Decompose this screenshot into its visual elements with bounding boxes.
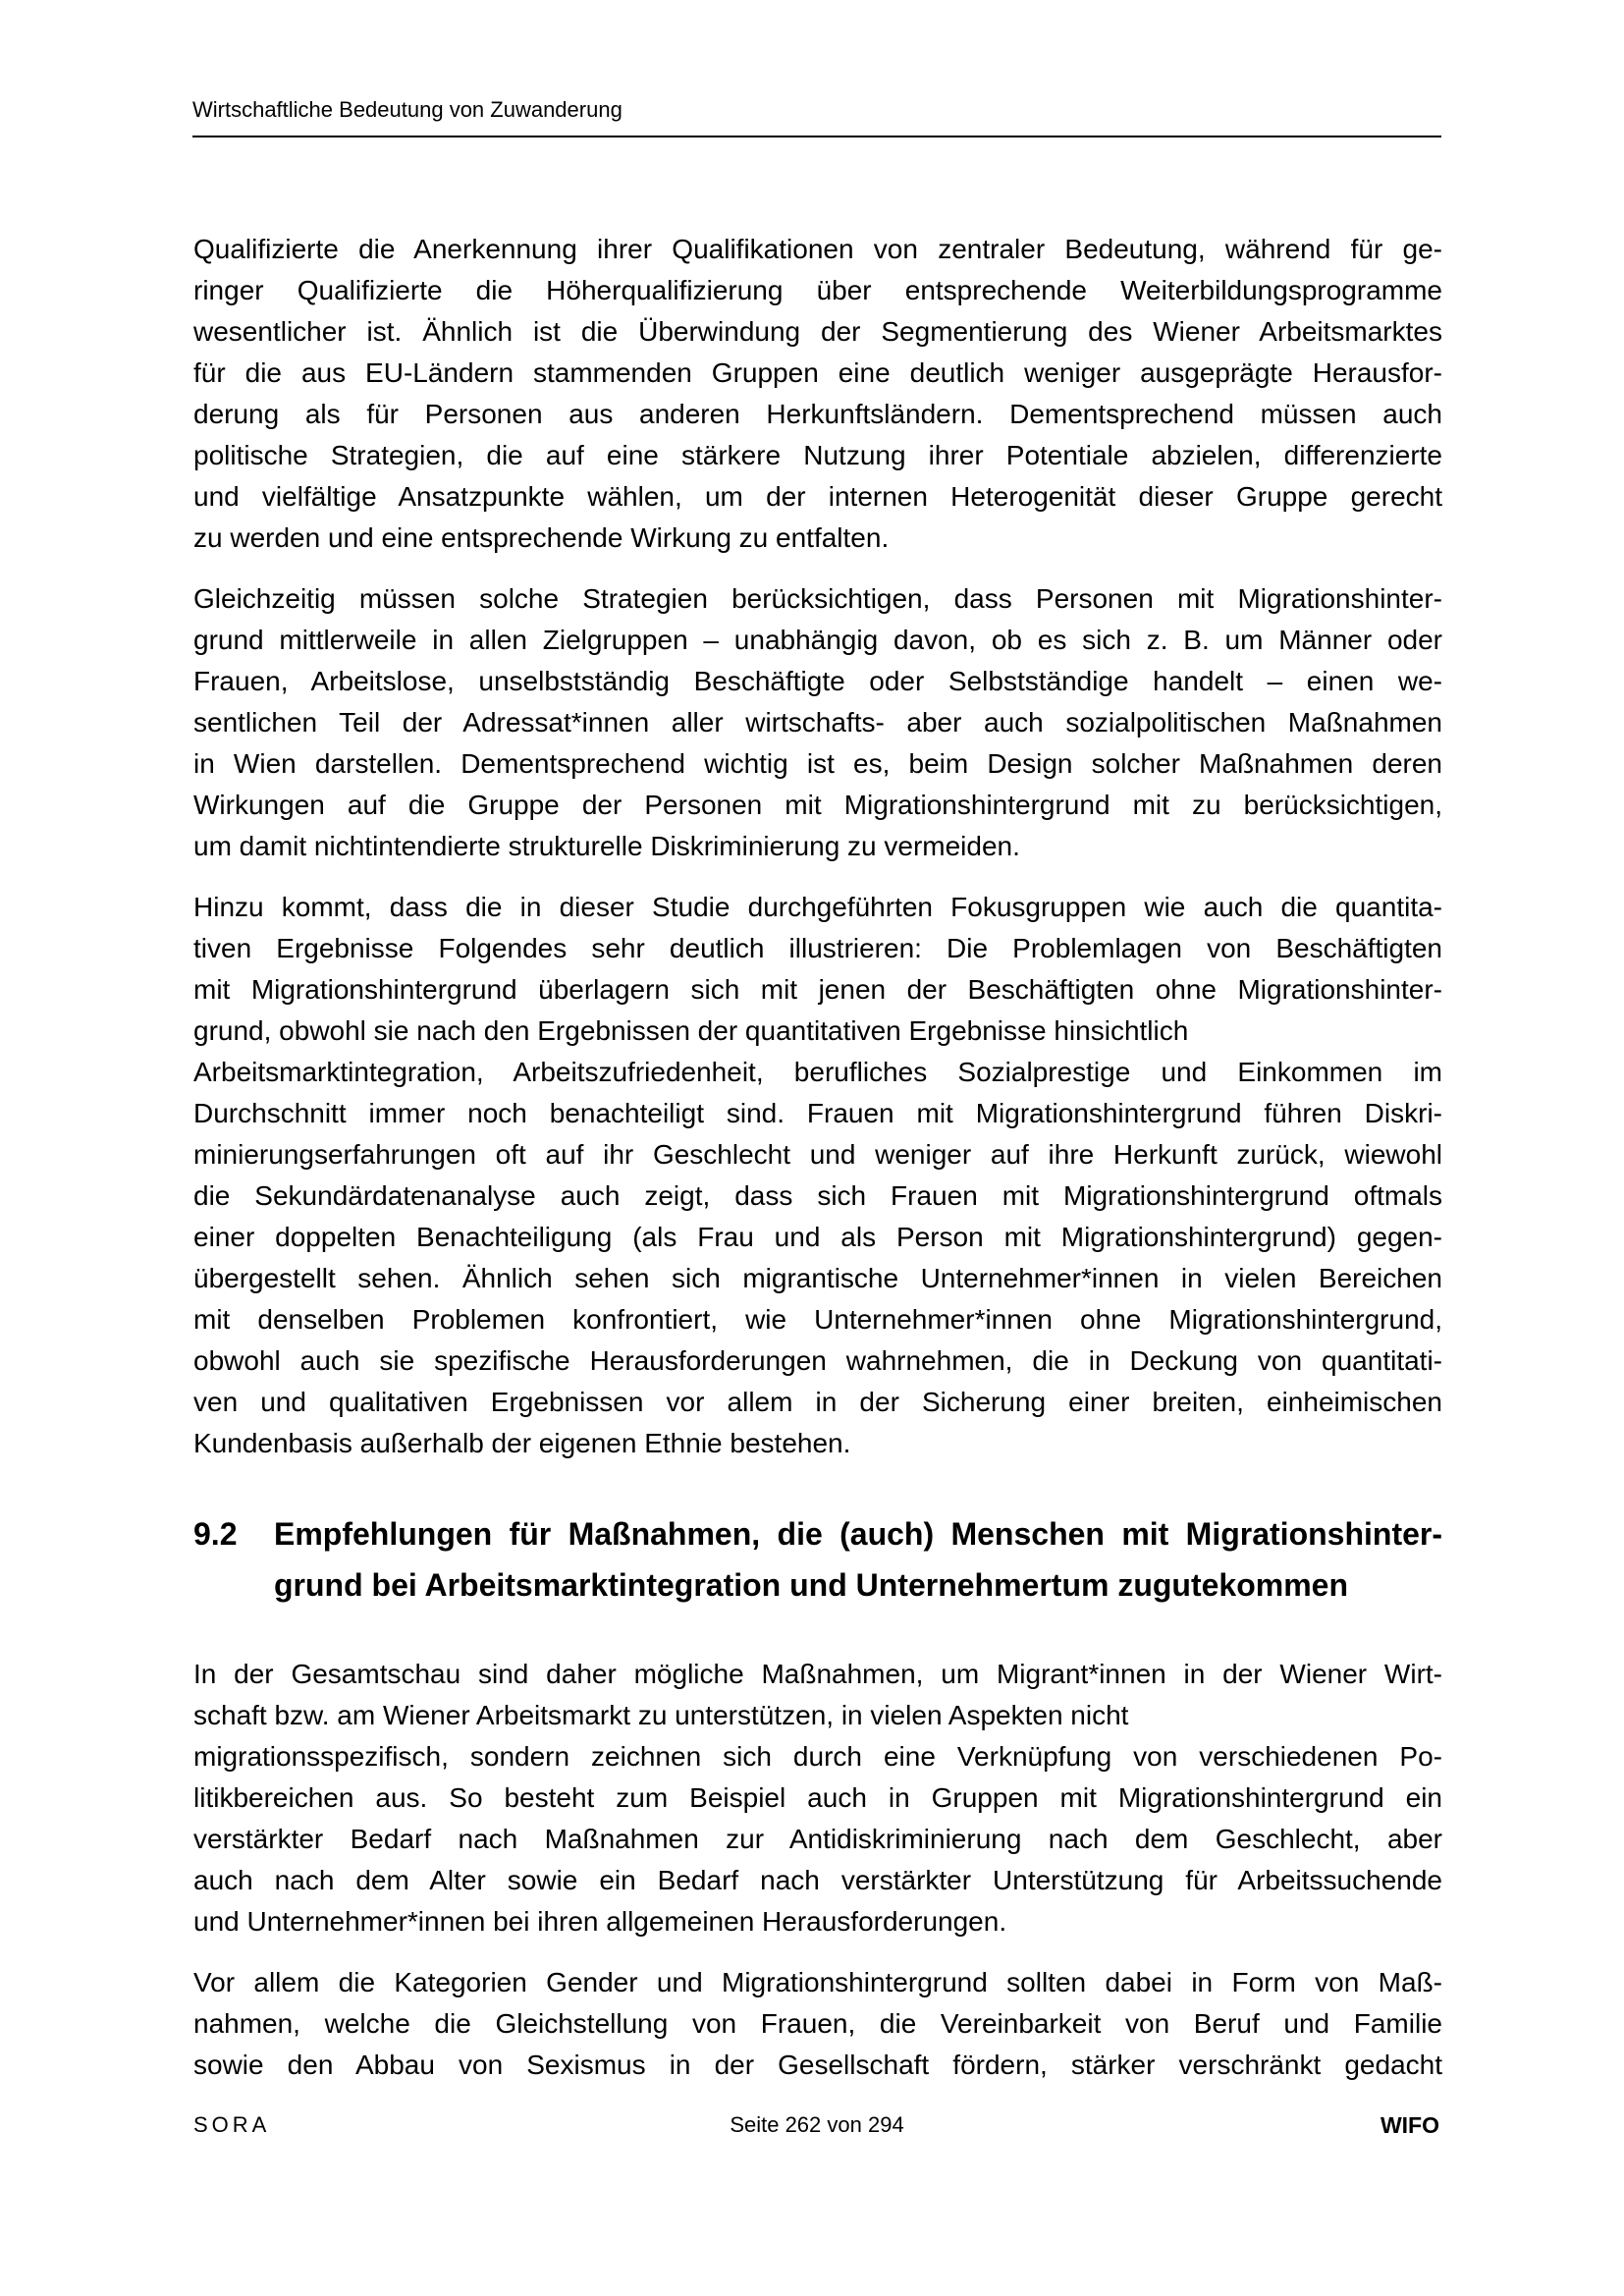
- text-line: tiven Ergebnisse Folgendes sehr deutlich illustrieren: Die Problemlagen von Beschäftigten: [193, 933, 1442, 963]
- text-line: derung als für Personen aus anderen Herkunftsländern. Dementsprechend müssen auch: [193, 399, 1442, 429]
- text-line: mit denselben Problemen konfrontiert, wie Unternehmer*innen ohne Migrationshintergrund,: [193, 1304, 1442, 1335]
- paragraph-5: [193, 1962, 1442, 2086]
- text-line: und Unternehmer*innen bei ihren allgemeinen Herausforderungen.: [193, 1906, 1007, 1937]
- text-line: ringer Qualifizierte die Höherqualifizierung über entsprechende Weiterbildungsprogramme: [193, 275, 1442, 305]
- text-line: litikbereichen aus. So besteht zum Beispiel auch in Gruppen mit Migrationshintergrund ein: [193, 1782, 1442, 1813]
- text-line: nahmen, welche die Gleichstellung von Frauen, die Vereinbarkeit von Beruf und Familie: [193, 2008, 1442, 2039]
- text-line: für die aus EU-Ländern stammenden Gruppen eine deutlich weniger ausgeprägte Herausfor-: [193, 357, 1442, 388]
- text-line: verstärkter Bedarf nach Maßnahmen zur Antidiskriminierung nach dem Geschlecht, aber: [193, 1824, 1442, 1854]
- text-line: mit Migrationshintergrund überlagern sich mit jenen der Beschäftigten ohne Migrationshinter-: [193, 974, 1442, 1005]
- text-line: um damit nichtintendierte strukturelle Diskriminierung zu vermeiden.: [193, 831, 1020, 861]
- section-number: 9.2: [193, 1516, 238, 1552]
- running-header: [192, 96, 1441, 137]
- text-line: minierungserfahrungen oft auf ihr Geschlecht und weniger auf ihre Herkunft zurück, wiewohl: [193, 1139, 1442, 1170]
- text-line: Gleichzeitig müssen solche Strategien berücksichtigen, dass Personen mit Migrationshinter-: [193, 583, 1442, 614]
- text-line: Kundenbasis außerhalb der eigenen Ethnie bestehen.: [193, 1428, 851, 1458]
- header-title: Wirtschaftliche Bedeutung von Zuwanderung: [192, 97, 623, 122]
- text-line: Qualifizierte die Anerkennung ihrer Qualifikationen von zentraler Bedeutung, während für ge-: [193, 234, 1442, 264]
- text-line: sowie den Abbau von Sexismus in der Gesellschaft fördern, stärker verschränkt gedacht: [193, 2050, 1442, 2080]
- text-line: sentlichen Teil der Adressat*innen aller wirtschafts- aber auch sozialpolitischen Maßnahmen: [193, 707, 1442, 738]
- text-line: ven und qualitativen Ergebnissen vor allem in der Sicherung einer breiten, einheimischen: [193, 1387, 1442, 1417]
- text-line: schaft bzw. am Wiener Arbeitsmarkt zu unterstützen, in vielen Aspekten nicht: [193, 1700, 1129, 1730]
- text-line: Arbeitsmarktintegration, Arbeitszufriedenheit, berufliches Sozialprestige und Einkommen im: [193, 1057, 1442, 1087]
- text-line: auch nach dem Alter sowie ein Bedarf nach verstärkter Unterstützung für Arbeitssuchende: [193, 1865, 1442, 1895]
- footer-wifo-logo: WIFO: [1380, 2112, 1439, 2138]
- paragraph-3: [193, 887, 1442, 1464]
- paragraph-2: [193, 578, 1442, 867]
- paragraph-4: [193, 1654, 1442, 1942]
- page-number: Seite 262 von 294: [730, 2112, 904, 2137]
- paragraph-1: [193, 229, 1442, 559]
- text-line: In der Gesamtschau sind daher mögliche Maßnahmen, um Migrant*innen in der Wiener Wirt-: [193, 1659, 1442, 1689]
- page-footer: [192, 2108, 1441, 2142]
- text-line: übergestellt sehen. Ähnlich sehen sich migrantische Unternehmer*innen in vielen Bereichen: [193, 1263, 1442, 1293]
- section-title-line: grund bei Arbeitsmarktintegration und Unternehmertum zugutekommen: [274, 1567, 1349, 1603]
- text-line: grund mittlerweile in allen Zielgruppen – unabhängig davon, ob es sich z. B. um Männer oder: [193, 625, 1442, 655]
- text-line: und vielfältige Ansatzpunkte wählen, um der internen Heterogenität dieser Gruppe gerecht: [193, 481, 1442, 512]
- page-content: [193, 229, 1442, 2105]
- text-line: wesentlicher ist. Ähnlich ist die Überwindung der Segmentierung des Wiener Arbeitsmarktes: [193, 316, 1442, 347]
- section-title: [193, 1508, 1442, 1611]
- text-line: Vor allem die Kategorien Gender und Migrationshintergrund sollten dabei in Form von Maß-: [193, 1967, 1442, 1997]
- text-line: Hinzu kommt, dass die in dieser Studie durchgeführten Fokusgruppen wie auch die quantita-: [193, 892, 1442, 922]
- text-line: die Sekundärdatenanalyse auch zeigt, dass sich Frauen mit Migrationshintergrund oftmals: [193, 1180, 1442, 1211]
- text-line: obwohl auch sie spezifische Herausforderungen wahrnehmen, die in Deckung von quantitati-: [193, 1345, 1442, 1376]
- text-line: Frauen, Arbeitslose, unselbstständig Beschäftigte oder Selbstständige handelt – einen we-: [193, 666, 1442, 696]
- footer-sora-logo: SORA: [193, 2112, 271, 2137]
- text-line: grund, obwohl sie nach den Ergebnissen der quantitativen Ergebnisse hinsichtlich: [193, 1015, 1189, 1046]
- text-line: zu werden und eine entsprechende Wirkung zu entfalten.: [193, 522, 890, 553]
- text-line: migrationsspezifisch, sondern zeichnen sich durch eine Verknüpfung von verschiedenen Po-: [193, 1741, 1442, 1772]
- section-title-line: Empfehlungen für Maßnahmen, die (auch) Menschen mit Migrationshinter-: [274, 1516, 1442, 1552]
- section-heading: [193, 1508, 1442, 1611]
- text-line: Wirkungen auf die Gruppe der Personen mit Migrationshintergrund mit zu berücksichtigen,: [193, 790, 1442, 820]
- text-line: einer doppelten Benachteiligung (als Frau und als Person mit Migrationshintergrund) gegen-: [193, 1222, 1442, 1252]
- text-line: politische Strategien, die auf eine stärkere Nutzung ihrer Potentiale abzielen, differenzierte: [193, 440, 1442, 470]
- text-line: in Wien darstellen. Dementsprechend wichtig ist es, beim Design solcher Maßnahmen deren: [193, 748, 1442, 779]
- text-line: Durchschnitt immer noch benachteiligt sind. Frauen mit Migrationshintergrund führen Diskri-: [193, 1098, 1442, 1128]
